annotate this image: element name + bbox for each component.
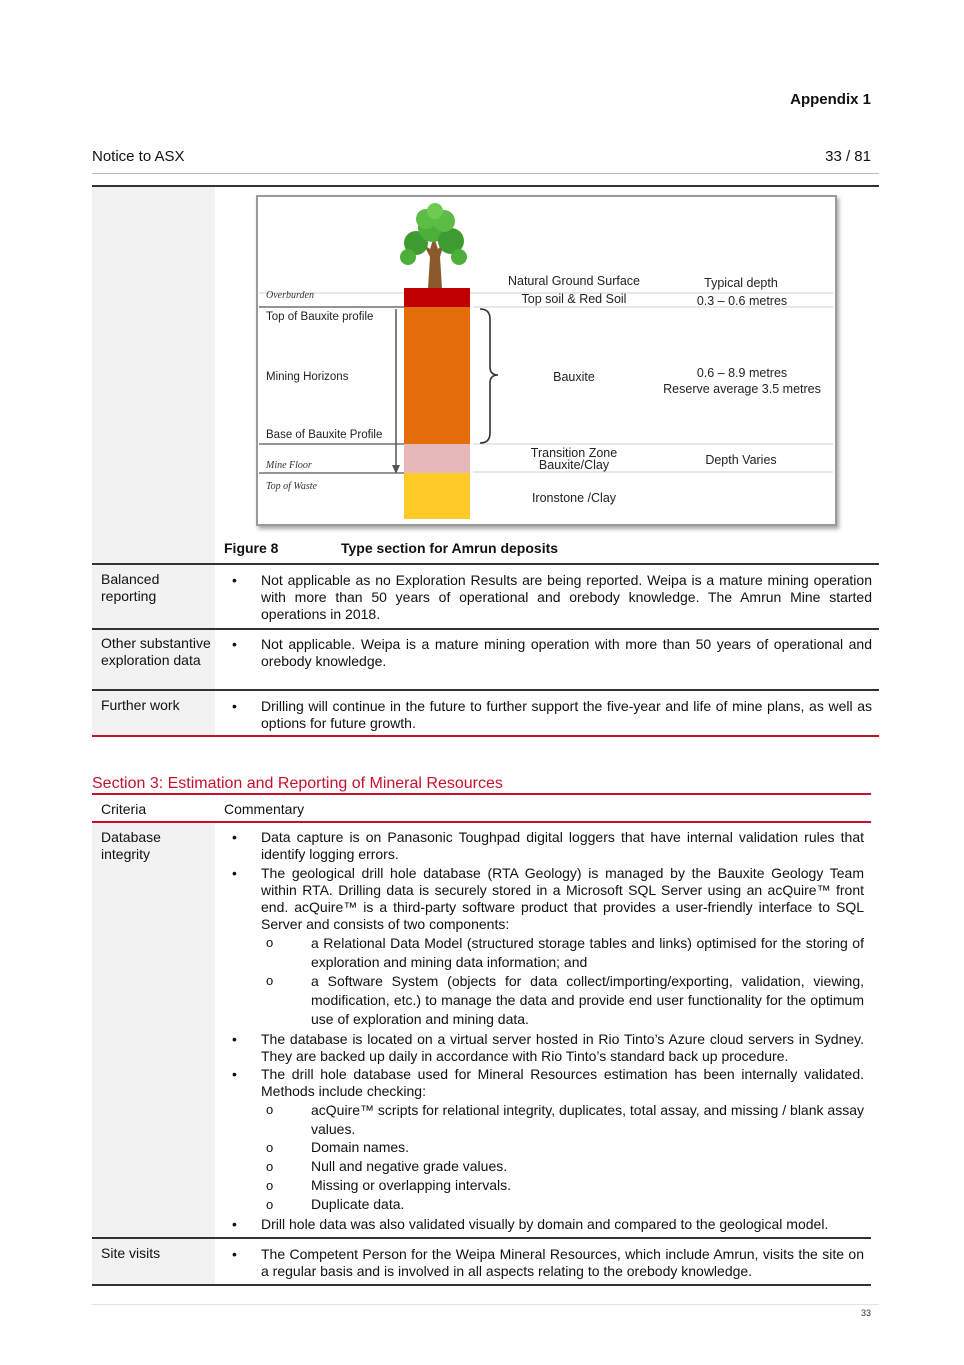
bullet-marker: • (232, 636, 237, 652)
criteria-database-integrity: Database integrity (101, 829, 161, 862)
criteria-other-substantive: Other substantive exploration data (101, 635, 211, 668)
bullet-marker: • (232, 572, 237, 588)
sub-bullet-marker: o (266, 1197, 274, 1212)
sub-bullet-marker: o (266, 973, 274, 988)
bullet-marker: • (232, 865, 237, 881)
depth-2-label: 0.6 – 8.9 metres (696, 366, 788, 380)
top-waste-label: Top of Waste (266, 481, 317, 492)
mining-horizons-label: Mining Horizons (266, 371, 349, 383)
bullet-marker: • (232, 1066, 237, 1082)
top-bauxite-label: Top of Bauxite profile (266, 311, 374, 323)
bullet-marker: • (232, 829, 237, 845)
page-reference: 33 / 81 (825, 148, 871, 165)
commentary-text: The database is located on a virtual server hosted in Rio Tinto’s Azure cloud servers in Sydney. They are backed up daily in accordance with Rio Tinto’s standard back up procedure. (261, 1031, 864, 1064)
document-title: Notice to ASX (92, 148, 185, 165)
type-section-diagram (256, 195, 837, 526)
transition-clay-label: Bauxite/Clay (538, 458, 610, 472)
commentary-text: The geological drill hole database (RTA Geology) is managed by the Bauxite Geology Team within RTA. Drilling data is securely stored in a Microsoft SQL Server using an acQuire™ front end. acQuire™ is a third-party software product that provides a user-friendly interface to SQL Server and consists of two components: (261, 865, 864, 932)
transition-layer (404, 444, 470, 473)
section-title: Section 3: Estimation and Reporting of Mineral Resources (92, 775, 503, 792)
bauxite-layer (404, 307, 470, 444)
commentary-text: a Relational Data Model (structured storage tables and links) optimised for the storing of exploration and mining data information; and (311, 935, 864, 970)
table-bottom-rule (92, 735, 879, 737)
transition-zone-label: Transition Zone (530, 446, 618, 460)
commentary-text: Data capture is on Panasonic Toughpad digital loggers that have internal validation rules that identify logging errors. (261, 829, 864, 862)
reserve-average-label: Reserve average 3.5 metres (663, 382, 821, 396)
type-section-svg (258, 197, 835, 524)
depth-varies-label: Depth Varies (705, 453, 777, 467)
ironstone-layer (404, 473, 470, 519)
criteria-site-visits: Site visits (101, 1245, 161, 1261)
bauxite-label: Bauxite (553, 370, 595, 384)
depth-1-label: 0.3 – 0.6 metres (696, 294, 788, 308)
commentary-text: Null and negative grade values. (311, 1158, 508, 1174)
commentary-text: Drill hole data was also validated visually by domain and compared to the geological model. (261, 1216, 829, 1232)
commentary-text: Not applicable. Weipa is a mature mining operation with more than 50 years of operational and orebody knowledge. (261, 636, 872, 669)
table-row-label-cell (92, 823, 215, 1237)
criteria-balanced-reporting: Balanced reporting (101, 571, 160, 604)
appendix-label: Appendix 1 (790, 91, 871, 108)
tree-icon (400, 203, 467, 288)
sub-bullet-marker: o (266, 1159, 274, 1174)
bullet-marker: • (232, 1216, 237, 1232)
criteria-further-work: Further work (101, 697, 180, 713)
sub-bullet-marker: o (266, 935, 274, 950)
commentary-text: a Software System (objects for data collect/importing/exporting, validation, viewing, modification, etc.) to manage the data and provide end user functionality for the optimum use of exploration and mining data. (311, 973, 864, 1027)
page-number: 33 (860, 1308, 871, 1318)
natural-ground-label: Natural Ground Surface (507, 274, 641, 288)
top-soil-label: Top soil & Red Soil (521, 292, 627, 306)
table-bottom-rule (92, 1284, 871, 1286)
bullet-marker: • (232, 1031, 237, 1047)
sub-bullet-marker: o (266, 1140, 274, 1155)
bullet-marker: • (232, 698, 237, 714)
bauxite-bracket (480, 309, 498, 443)
figure-number: Figure 8 (224, 540, 279, 556)
typical-depth-label: Typical depth (704, 276, 778, 290)
commentary-text: Drilling will continue in the future to further support the five-year and life of mine plans, as well as options for future growth. (261, 698, 872, 731)
section-title-rule (92, 793, 871, 795)
commentary-text: Not applicable as no Exploration Results are being reported. Weipa is a mature mining operation with more than 50 years of operational and orebody knowledge. The Amrun Mine started operations in 2018. (261, 572, 872, 622)
commentary-text: Domain names. (311, 1139, 410, 1155)
column-header-criteria: Criteria (101, 801, 147, 817)
figure-caption: Type section for Amrun deposits (341, 540, 559, 556)
commentary-text: Missing or overlapping intervals. (311, 1177, 511, 1193)
footer-divider (92, 1304, 879, 1305)
bullet-marker: • (232, 1246, 237, 1262)
criteria-column-shading (92, 187, 215, 563)
commentary-text: Duplicate data. (311, 1196, 405, 1212)
overburden-label: Overburden (266, 290, 314, 301)
sub-bullet-marker: o (266, 1102, 274, 1117)
commentary-text: The drill hole database used for Mineral Resources estimation has been internally validated. Methods include checking: (261, 1066, 864, 1099)
ironstone-label: Ironstone /Clay (531, 491, 617, 505)
column-header-commentary: Commentary (224, 801, 305, 817)
header-divider (92, 173, 879, 174)
commentary-text: acQuire™ scripts for relational integrity, duplicates, total assay, and missing / blank assay values. (311, 1102, 864, 1137)
base-bauxite-label: Base of Bauxite Profile (266, 429, 383, 441)
red-soil-layer (404, 288, 470, 307)
sub-bullet-marker: o (266, 1178, 274, 1193)
commentary-text: The Competent Person for the Weipa Mineral Resources, which include Amrun, visits the site on a regular basis and is involved in all aspects relating to the orebody knowledge. (261, 1246, 864, 1279)
mine-floor-label: Mine Floor (266, 460, 312, 471)
